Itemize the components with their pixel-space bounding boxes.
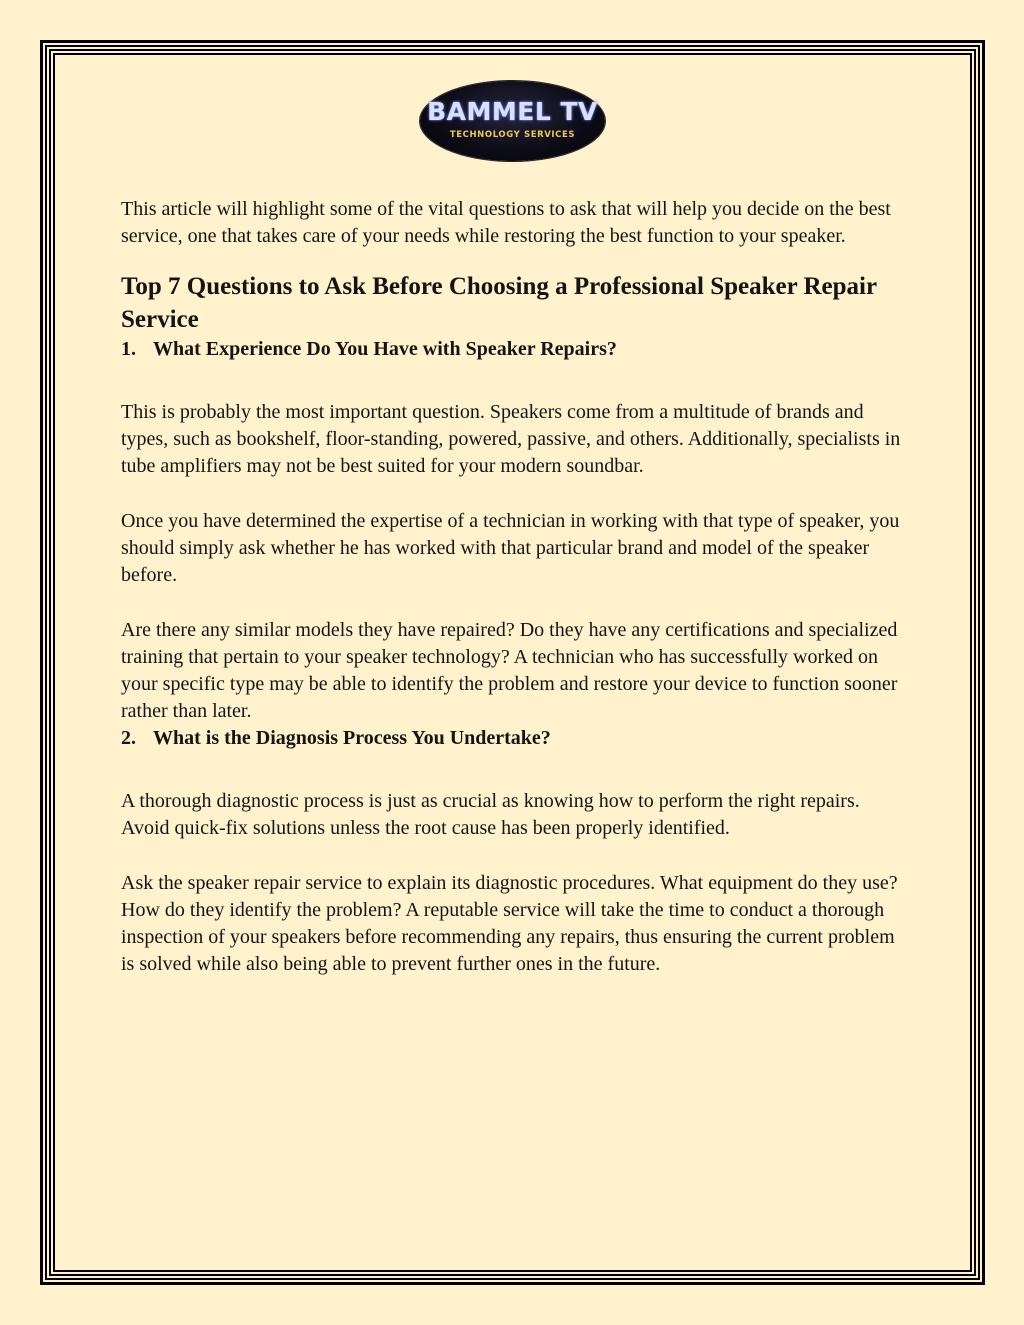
question-1-text: What Experience Do You Have with Speaker Repairs? [153, 338, 617, 360]
question-2-text: What is the Diagnosis Process You Undertake? [153, 727, 551, 749]
question-2-paragraph-2: Ask the speaker repair service to explain its diagnostic procedures. What equipment do they use? How do they identify the problem? A reputable service will take the time to conduct a thorough inspection of your speakers before recommending any repairs, thus ensuring the current problem is solved while also being able to prevent further ones in the future. [121, 872, 898, 975]
question-1-paragraph-3: Are there any similar models they have repaired? Do they have any certifications and specialized training that pertain to your speaker technology? A technician who has successfully worked on your specific type may be able to identify the problem and restore your device to function sooner rather than later. [121, 619, 898, 722]
article-title: Top 7 Questions to Ask Before Choosing a Professional Speaker Repair Service [121, 273, 877, 333]
question-2-paragraph-1: A thorough diagnostic process is just as crucial as knowing how to perform the right repairs. Avoid quick-fix solutions unless the root cause has been properly identified. [121, 790, 860, 839]
question-2-number: 2. [121, 727, 136, 749]
question-2-heading [121, 725, 903, 752]
article-body [121, 196, 903, 978]
logo-tagline: TECHNOLOGY SERVICES [449, 130, 576, 140]
bammel-tv-logo [420, 81, 605, 161]
question-1-paragraph-2: Once you have determined the expertise of a technician in working with that type of speaker, you should simply ask whether he has worked with that particular brand and model of the speaker before. [121, 510, 900, 586]
question-1-paragraph-1: This is probably the most important question. Speakers come from a multitude of brands and types, such as bookshelf, floor-standing, powered, passive, and others. Additionally, specialists in tube amplifiers may not be best suited for your modern soundbar. [121, 401, 901, 477]
intro-paragraph: This article will highlight some of the vital questions to ask that will help you decide on the best service, one that takes care of your needs while restoring the best function to your speaker. [121, 198, 891, 247]
question-1-number: 1. [121, 338, 136, 360]
logo-brand-text: BAMMEL TV [427, 97, 598, 126]
question-1-heading [121, 336, 903, 363]
